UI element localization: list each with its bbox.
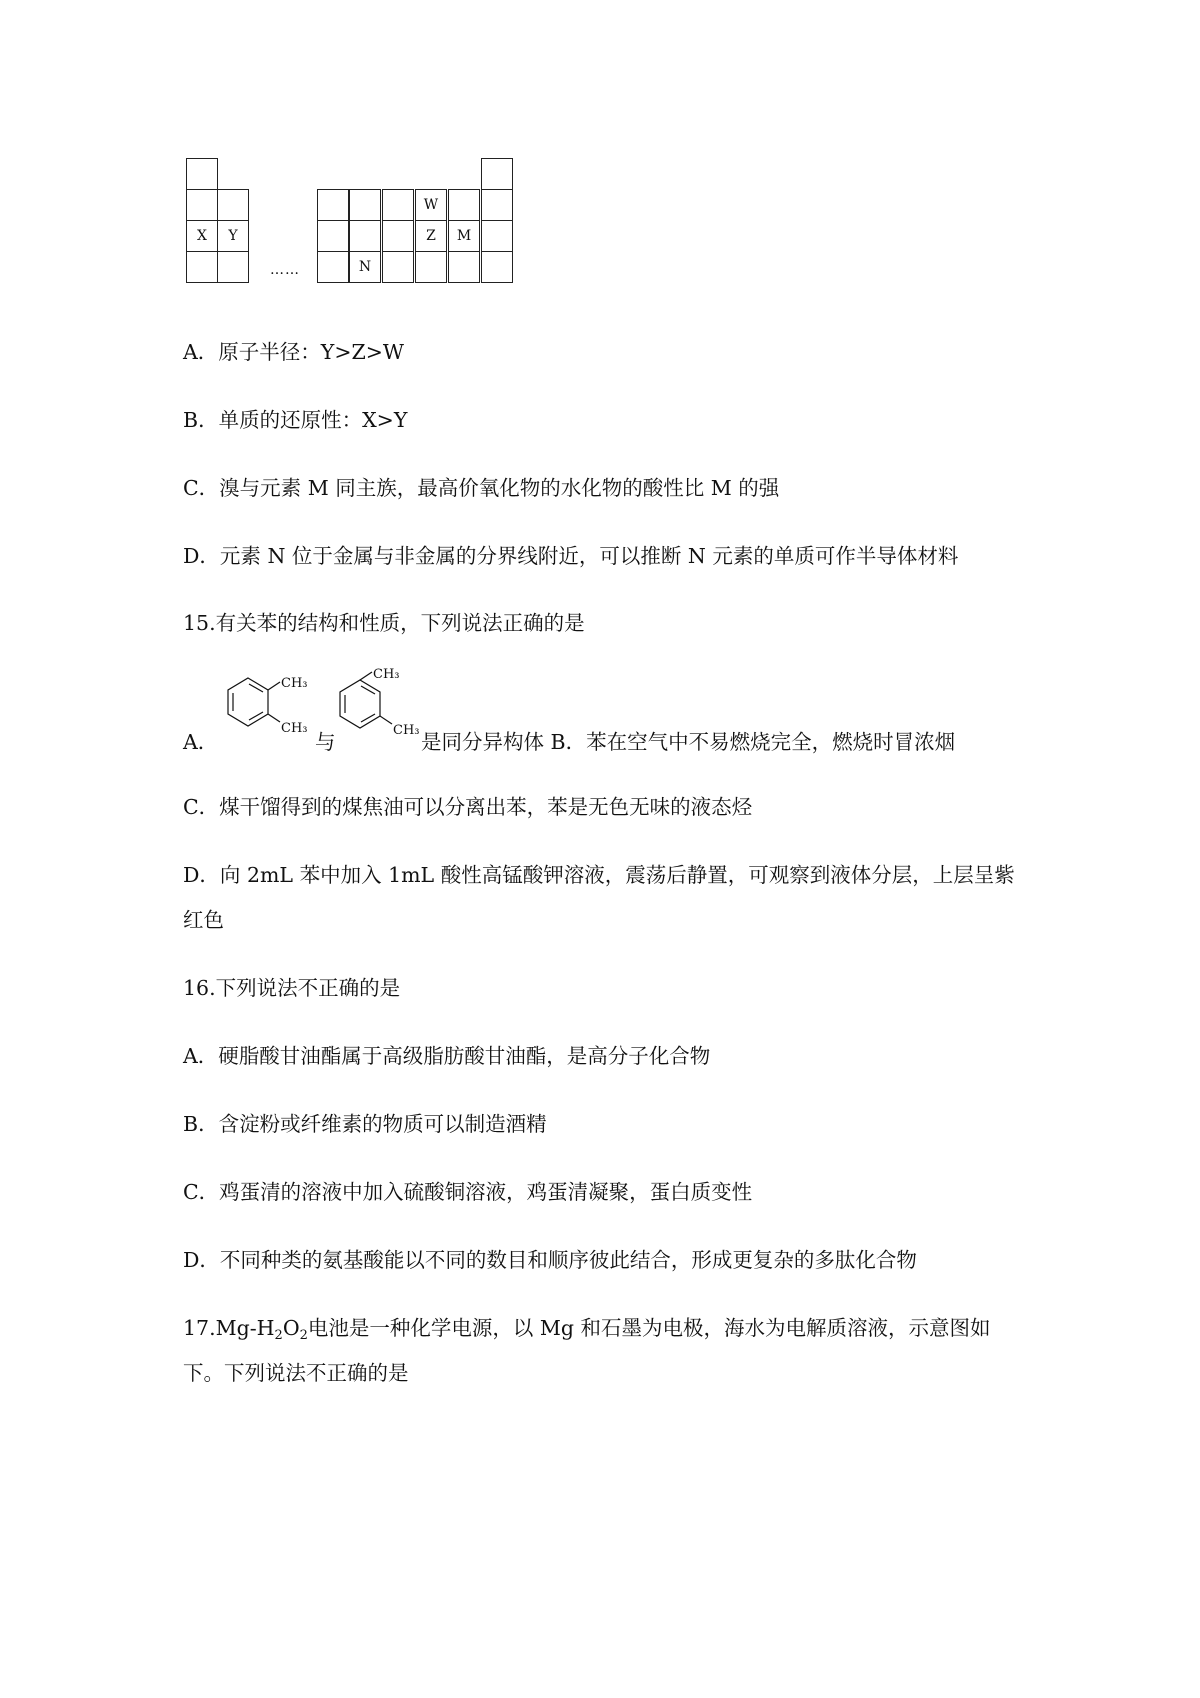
pt-cell [317,189,349,221]
element-w-label: W [423,197,439,213]
q16-option-d: D．不同种类的氨基酸能以不同的数目和顺序彼此结合，形成更复杂的多肽化合物 [183,1248,917,1272]
pt-cell-x [186,220,218,252]
pt-cell [382,251,414,283]
pt-cell [217,251,249,283]
element-m-label: M [456,228,472,244]
pt-cell [481,158,513,190]
q15-option-a-b-text: 是同分异构体 B．苯在空气中不易燃烧完全，燃烧时冒浓烟 [421,730,956,754]
q14-option-d: D．元素 N 位于金属与非金属的分界线附近，可以推断 N 元素的单质可作半导体材料 [183,544,959,568]
element-n-label: N [358,259,372,275]
ch3-label: CH₃ [281,676,308,691]
periodic-table-ellipsis: …… [270,262,300,278]
q16-option-b: B．含淀粉或纤维素的物质可以制造酒精 [183,1112,547,1136]
q15-option-d-line2: 红色 [183,908,224,932]
q17-stem-line1 [183,1314,991,1342]
pt-cell-m [448,220,480,252]
q17-sub: 2 [274,1328,283,1343]
q14-option-a: A．原子半径：Y>Z>W [183,340,405,364]
element-x-label: X [197,228,207,244]
periodic-table-fragment [186,158,516,291]
q15-option-d-line1: D．向 2mL 苯中加入 1mL 酸性高锰酸钾溶液，震荡后静置，可观察到液体分层，上层呈紫 [183,863,1015,887]
o-xylene-structure-2 [330,666,430,746]
pt-cell [415,251,447,283]
pt-cell [448,189,480,221]
o-xylene-structure-1 [218,670,318,750]
pt-cell [186,189,218,221]
pt-cell [186,251,218,283]
q17-stem-post: 电池是一种化学电源，以 Mg 和石墨为电极，海水为电解质溶液，示意图如 [307,1316,991,1340]
pt-cell [317,251,349,283]
q15-option-a-and: 与 [315,730,336,754]
pt-cell [481,251,513,283]
pt-cell [349,220,381,252]
pt-cell [382,220,414,252]
pt-cell [481,220,513,252]
ch3-label: CH₃ [373,667,400,682]
pt-cell [349,189,381,221]
pt-cell [448,251,480,283]
q15-stem: 15.有关苯的结构和性质，下列说法正确的是 [183,611,585,635]
element-y-label: Y [228,228,238,244]
pt-cell [481,189,513,221]
pt-cell-w [415,189,447,221]
pt-cell-n [349,251,381,283]
ch3-label: CH₃ [393,723,420,738]
q16-option-a: A．硬脂酸甘油酯属于高级脂肪酸甘油酯，是高分子化合物 [183,1044,711,1068]
q15-option-c: C．煤干馏得到的煤焦油可以分离出苯，苯是无色无味的液态烃 [183,795,753,819]
pt-cell [382,189,414,221]
q16-stem: 16.下列说法不正确的是 [183,976,401,1000]
ch3-label: CH₃ [281,721,308,736]
pt-cell-z [415,220,447,252]
element-z-label: Z [426,228,436,244]
q17-stem-line2: 下。下列说法不正确的是 [183,1361,409,1385]
q14-option-b: B．单质的还原性：X>Y [183,408,408,432]
q15-option-a-label: A． [183,730,219,754]
pt-cell [186,158,218,190]
q17-sub: 2 [299,1328,308,1343]
q17-stem-pre: 17.Mg-H [183,1316,275,1340]
q16-option-c: C．鸡蛋清的溶液中加入硫酸铜溶液，鸡蛋清凝聚，蛋白质变性 [183,1180,753,1204]
pt-cell-y [217,220,249,252]
pt-cell [317,220,349,252]
q17-stem-mid: O [282,1316,300,1340]
pt-cell [217,189,249,221]
q14-option-c: C．溴与元素 M 同主族，最高价氧化物的水化物的酸性比 M 的强 [183,476,780,500]
